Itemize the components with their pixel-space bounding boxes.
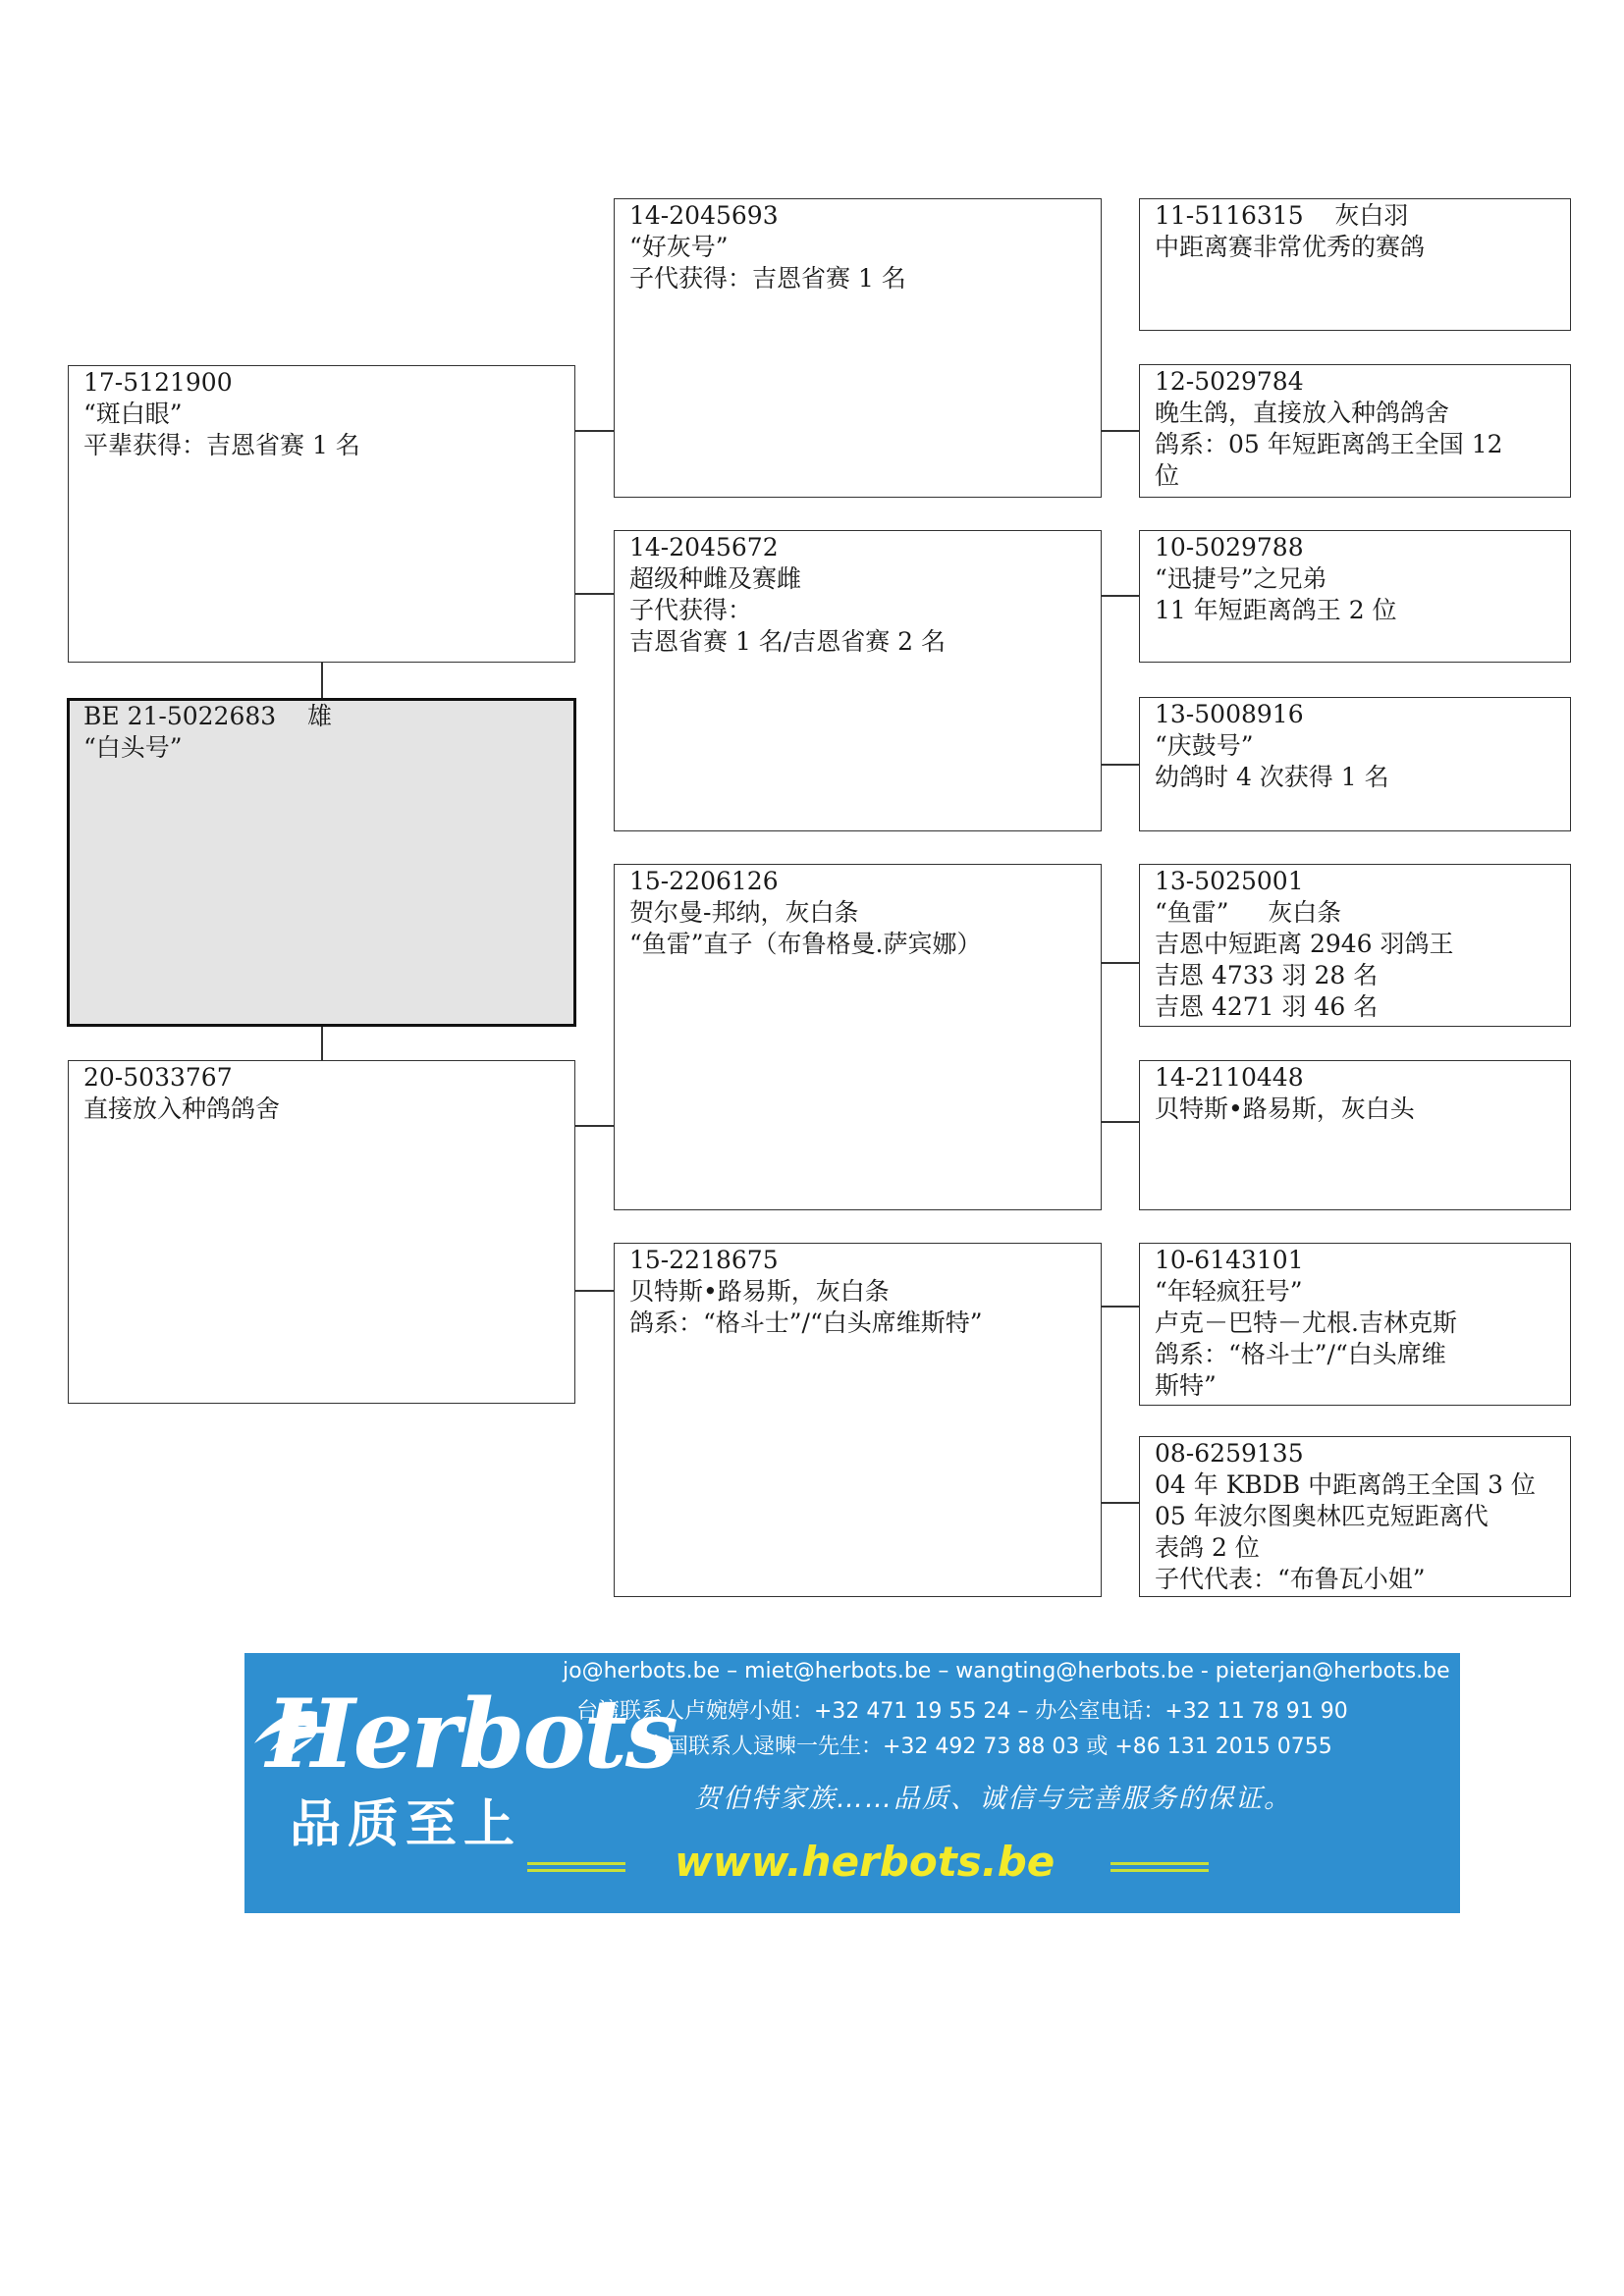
ring: 13-5008916 [1155,700,1304,728]
connector [1100,1306,1139,1308]
ring: 14-2045693 [629,201,779,230]
note: 鸽系：05 年短距离鸽王全国 12 [1155,430,1503,458]
ring: 10-6143101 [1155,1246,1304,1274]
dam-note: 直接放入种鸽鸽舍 [83,1095,281,1123]
note: 贝特斯•路易斯，灰白头 [1155,1095,1415,1123]
china-contact: 中国联系人逯暕一先生：+32 492 73 88 03 或 +86 131 2015 0755 [645,1735,1332,1759]
ring: 12-5029784 [1155,367,1304,396]
subject-ring: BE 21-5022683 雄 [83,702,332,730]
dam-box [68,1060,575,1404]
sire-name: “斑白眼” [83,400,183,428]
website-link[interactable]: www.herbots.be [675,1838,1056,1886]
connector [1100,1502,1139,1504]
connector [574,1125,614,1127]
pigeon-name: “好灰号” [629,233,729,261]
note: 鸽系：“格斗士”/“白头席维 [1155,1340,1446,1368]
note: “迅捷号”之兄弟 [1155,564,1327,593]
ss-dam-box [1139,364,1571,498]
ring: 11-5116315 灰白羽 [1155,201,1409,230]
herbots-logo: Herbots [266,1679,677,1789]
note: 卢克－巴特－尤根.吉林克斯 [1155,1308,1457,1337]
note: 斯特” [1155,1371,1217,1400]
connector [1100,962,1139,964]
connector [1100,595,1139,597]
note: 吉恩省赛 1 名/吉恩省赛 2 名 [629,627,947,656]
slogan: 品质至上 [290,1795,522,1854]
sire-box [68,365,575,663]
note: 吉恩 4733 羽 28 名 [1155,961,1379,989]
ring: 08-6259135 [1155,1439,1304,1468]
dam-ring: 20-5033767 [83,1063,233,1092]
note: 位 [1155,461,1180,490]
dam-sire-box [614,864,1102,1210]
sire-note: 平辈获得：吉恩省赛 1 名 [83,431,360,459]
dd-dam-box [1139,1436,1571,1597]
decor-line-left [527,1862,625,1872]
ring: 15-2206126 [629,867,779,895]
dd-sire-box [1139,1243,1571,1406]
sd-dam-box [1139,697,1571,831]
sire-dam-box [614,530,1102,831]
note: 04 年 KBDB 中距离鸽王全国 3 位 [1155,1470,1536,1499]
dam-dam-box [614,1243,1102,1597]
ss-sire-box [1139,198,1571,331]
herbots-banner [244,1653,1460,1913]
ring: 15-2218675 [629,1246,779,1274]
note: 晚生鸽，直接放入种鸽鸽舍 [1155,399,1450,427]
taiwan-contact: 台湾联系人卢婉婷小姐：+32 471 19 55 24 – 办公室电话：+32 11 78 91 90 [576,1699,1348,1724]
note: 05 年波尔图奥林匹克短距离代 [1155,1502,1489,1530]
ds-sire-box [1139,864,1571,1027]
connector [1100,430,1139,432]
note: 子代代表：“布鲁瓦小姐” [1155,1565,1426,1593]
decor-line-right [1110,1862,1209,1872]
subject-box [67,698,576,1027]
connector [1100,1121,1139,1123]
contact-emails[interactable]: jo@herbots.be – miet@herbots.be – wangting@herbots.be - pieterjan@herbots.be [563,1659,1450,1683]
sd-sire-box [1139,530,1571,663]
ring: 14-2110448 [1155,1063,1304,1092]
note: 子代获得： [629,596,753,624]
connector [574,1290,614,1292]
connector [321,1025,323,1060]
note: “鱼雷”直子（布鲁格曼.萨宾娜） [629,930,982,958]
connector [574,593,614,595]
sire-sire-box [614,198,1102,498]
ring: 13-5025001 [1155,867,1304,895]
note: 超级种雌及赛雌 [629,564,802,593]
note: 中距离赛非常优秀的赛鸽 [1155,233,1426,261]
note: 吉恩 4271 羽 46 名 [1155,992,1379,1021]
note: 11 年短距离鸽王 2 位 [1155,596,1397,624]
note: 幼鸽时 4 次获得 1 名 [1155,763,1389,791]
ring: 14-2045672 [629,533,779,561]
connector [321,662,323,699]
note: 贺尔曼-邦纳，灰白条 [629,898,859,927]
subject-name: “白头号” [83,733,183,762]
sire-ring: 17-5121900 [83,368,233,397]
note: 吉恩中短距离 2946 羽鸽王 [1155,930,1454,958]
tagline: 贺伯特家族……品质、诚信与完善服务的保证。 [694,1784,1292,1814]
note: 鸽系：“格斗士”/“白头席维斯特” [629,1308,983,1337]
ds-dam-box [1139,1060,1571,1210]
ring: 10-5029788 [1155,533,1304,561]
note: “年轻疯狂号” [1155,1277,1303,1306]
note: 表鸽 2 位 [1155,1533,1260,1562]
connector [1100,764,1139,766]
note: 子代获得：吉恩省赛 1 名 [629,264,906,293]
pigeon-name: “庆鼓号” [1155,731,1254,760]
note: 贝特斯•路易斯，灰白条 [629,1277,890,1306]
connector [574,430,614,432]
note: “鱼雷” 灰白条 [1155,898,1342,927]
